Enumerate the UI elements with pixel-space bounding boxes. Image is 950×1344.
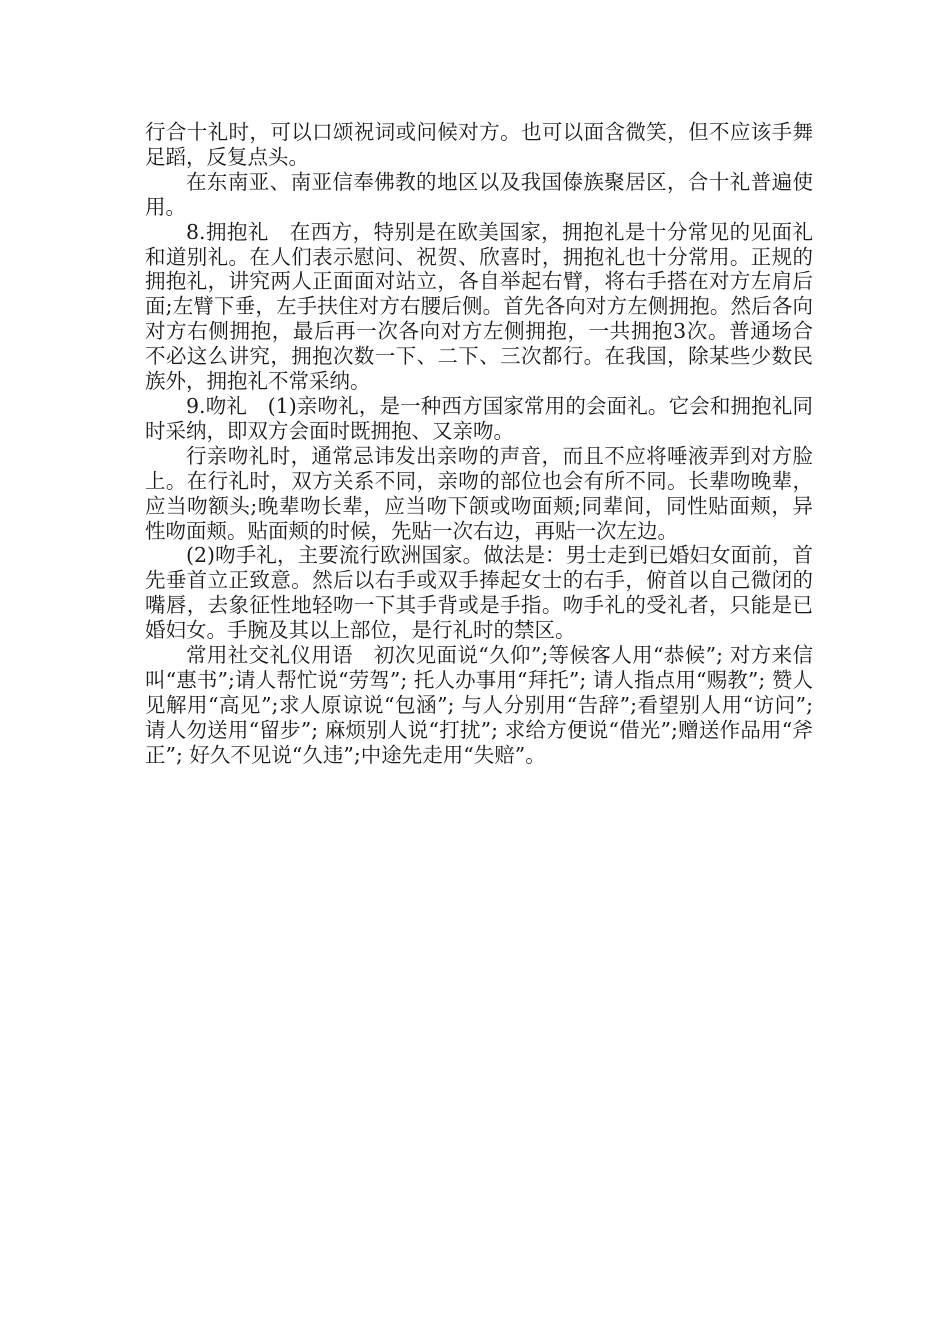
document-body	[145, 120, 820, 768]
paragraph-hezhi-regions: 在东南亚、南亚信奉佛教的地区以及我国傣族聚居区，合十礼普遍使用。	[145, 169, 813, 219]
paragraph-kiss-etiquette: 9.吻礼 (1)亲吻礼，是一种西方国家常用的会面礼。它会和拥抱礼同时采纳，即双方会面时既拥抱、又亲吻。	[145, 393, 813, 443]
paragraph-hezhi-conduct: 行合十礼时，可以口颂祝词或问候对方。也可以面含微笑，但不应该手舞足蹈，反复点头。	[145, 120, 813, 169]
paragraph-hand-kiss: (2)吻手礼，主要流行欧洲国家。做法是：男士走到已婚妇女面前，首先垂首立正致意。然后以右手或双手捧起女士的右手，俯首以自己微闭的嘴唇，去象征性地轻吻一下其手背或是手指。吻手礼的受礼者，只能是已婚妇女。手腕及其以上部位，是行礼时的禁区。	[145, 543, 813, 643]
paragraph-social-phrases: 常用社交礼仪用语 初次见面说“久仰”;等候客人用“恭候”; 对方来信叫“惠书”;请人帮忙说“劳驾”; 托人办事用“拜托”; 请人指点用“赐教”; 赞人见解用“高见”;求人原谅说“包涵”; 与人分别用“告辞”;看望别人用“访问”; 请人勿送用“留步”; 麻烦别人说“打扰”; 求给方便说“借光”;赠送作品用“斧正”; 好久不见说“久违”;中途先走用“失赔”。	[145, 643, 820, 767]
paragraph-kiss-conduct: 行亲吻礼时，通常忌讳发出亲吻的声音，而且不应将唾液弄到对方脸上。在行礼时，双方关系不同，亲吻的部位也会有所不同。长辈吻晚辈，应当吻额头;晚辈吻长辈，应当吻下颌或吻面颊;同辈间，同性贴面颊，异性吻面颊。贴面颊的时候，先贴一次右边，再贴一次左边。	[145, 443, 813, 543]
paragraph-embrace-etiquette: 8.拥抱礼 在西方，特别是在欧美国家，拥抱礼是十分常见的见面礼和道别礼。在人们表示慰问、祝贺、欣喜时，拥抱礼也十分常用。正规的拥抱礼，讲究两人正面面对站立，各自举起右臂，将右手搭在对方左肩后面;左臂下垂，左手扶住对方右腰后侧。首先各向对方左侧拥抱。然后各向对方右侧拥抱，最后再一次各向对方左侧拥抱，一共拥抱3次。普通场合不必这么讲究，拥抱次数一下、二下、三次都行。在我国，除某些少数民族外，拥抱礼不常采纳。	[145, 219, 813, 394]
